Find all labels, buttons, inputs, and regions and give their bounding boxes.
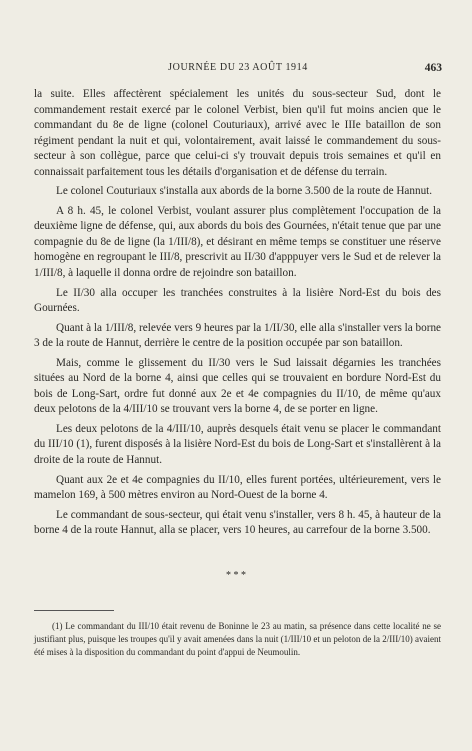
paragraph: Quant aux 2e et 4e compagnies du II/10, elles furent portées, ultérieurement, vers le mamelon 169, à 500 mètres environ au Nord-Ouest de la borne 4. [34, 473, 441, 502]
paragraph: Les deux pelotons de la 4/III/10, auprès desquels était venu se placer le commandant du III/10 (1), furent disposés à la lisière Nord-Est du bois de Long-Sart et s'installèrent à la droite de la route de Hannut. [34, 422, 441, 467]
paragraph: Quant à la 1/III/8, relevée vers 9 heures par la 1/II/30, elle alla s'installer vers la borne 3 de la route de Hannut, derrière le centre de la position occupée par son bataillon. [34, 321, 441, 350]
page-header [34, 62, 442, 76]
paragraph: Le colonel Couturiaux s'installa aux abords de la borne 3.500 de la route de Hannut. [56, 185, 433, 198]
footnote-rule [34, 610, 114, 611]
body-text [34, 87, 441, 543]
paragraph: la suite. Elles affectèrent spécialement les unités du sous-secteur Sud, dont le commandement restait exercé par le colonel Verbist, bien qu'il fut moins ancien que le commandant du 8e de ligne (colonel Couturiaux), arrivé avec le IIIe bataillon de son régiment pendant la nuit et qui, volontairement, avait laissé le commandement du sous-secteur à son collègue, parce que celui-ci s'y trouvait depuis trois semaines et qu'il en connaissait parfaitement tous les détails d'organisation et de défense du terrain. [34, 88, 441, 178]
paragraph: Le II/30 alla occuper les tranchées construites à la lisière Nord-Est du bois des Gournées. [34, 286, 441, 315]
paragraph: A 8 h. 45, le colonel Verbist, voulant assurer plus complètement l'occupation de la deuxième ligne de défense, qui, aux abords du bois des Gournées, n'était tenue que par une compagnie du 8e de ligne (la 1/III/8), et désirant en même temps se constituer une réserve homogène en regroupant le III/8, prescrivit au II/30 d'apppuyer vers le Sud et de relever la 1/III/8, à laquelle il donna ordre de rejoindre son bataillon. [34, 204, 441, 280]
section-asterism: * * * [226, 570, 246, 581]
running-title: JOURNÉE DU 23 AOÛT 1914 [168, 62, 308, 73]
footnote: (1) Le commandant du III/10 était revenu de Boninne le 23 au matin, sa présence dans cette localité ne se justifiant plus, puisque les troupes qu'il y avait amenées dans la nuit (1/III/10 et un peloton de la 2/III/10) avaient été mises à la disposition du commandant du point d'appui de Neumoulin. [34, 621, 441, 658]
paragraph: Le commandant de sous-secteur, qui était venu s'installer, vers 8 h. 45, à hauteur de la borne 4 de la route Hannut, alla se placer, vers 10 heures, au carrefour de la borne 3.500. [34, 508, 441, 537]
page-number: 463 [424, 62, 442, 74]
paragraph: Mais, comme le glissement du II/30 vers le Sud laissait dégarnies les tranchées situées au Nord de la borne 4, ainsi que celles qui se trouvaient en bordure Nord-Est du bois de Long-Sart, ordre fut donné aux 2e et 4e compagnies du II/10, de même qu'aux deux pelotons de la 4/III/10 se trouvant vers la borne 4, de se porter en ligne. [34, 356, 441, 416]
